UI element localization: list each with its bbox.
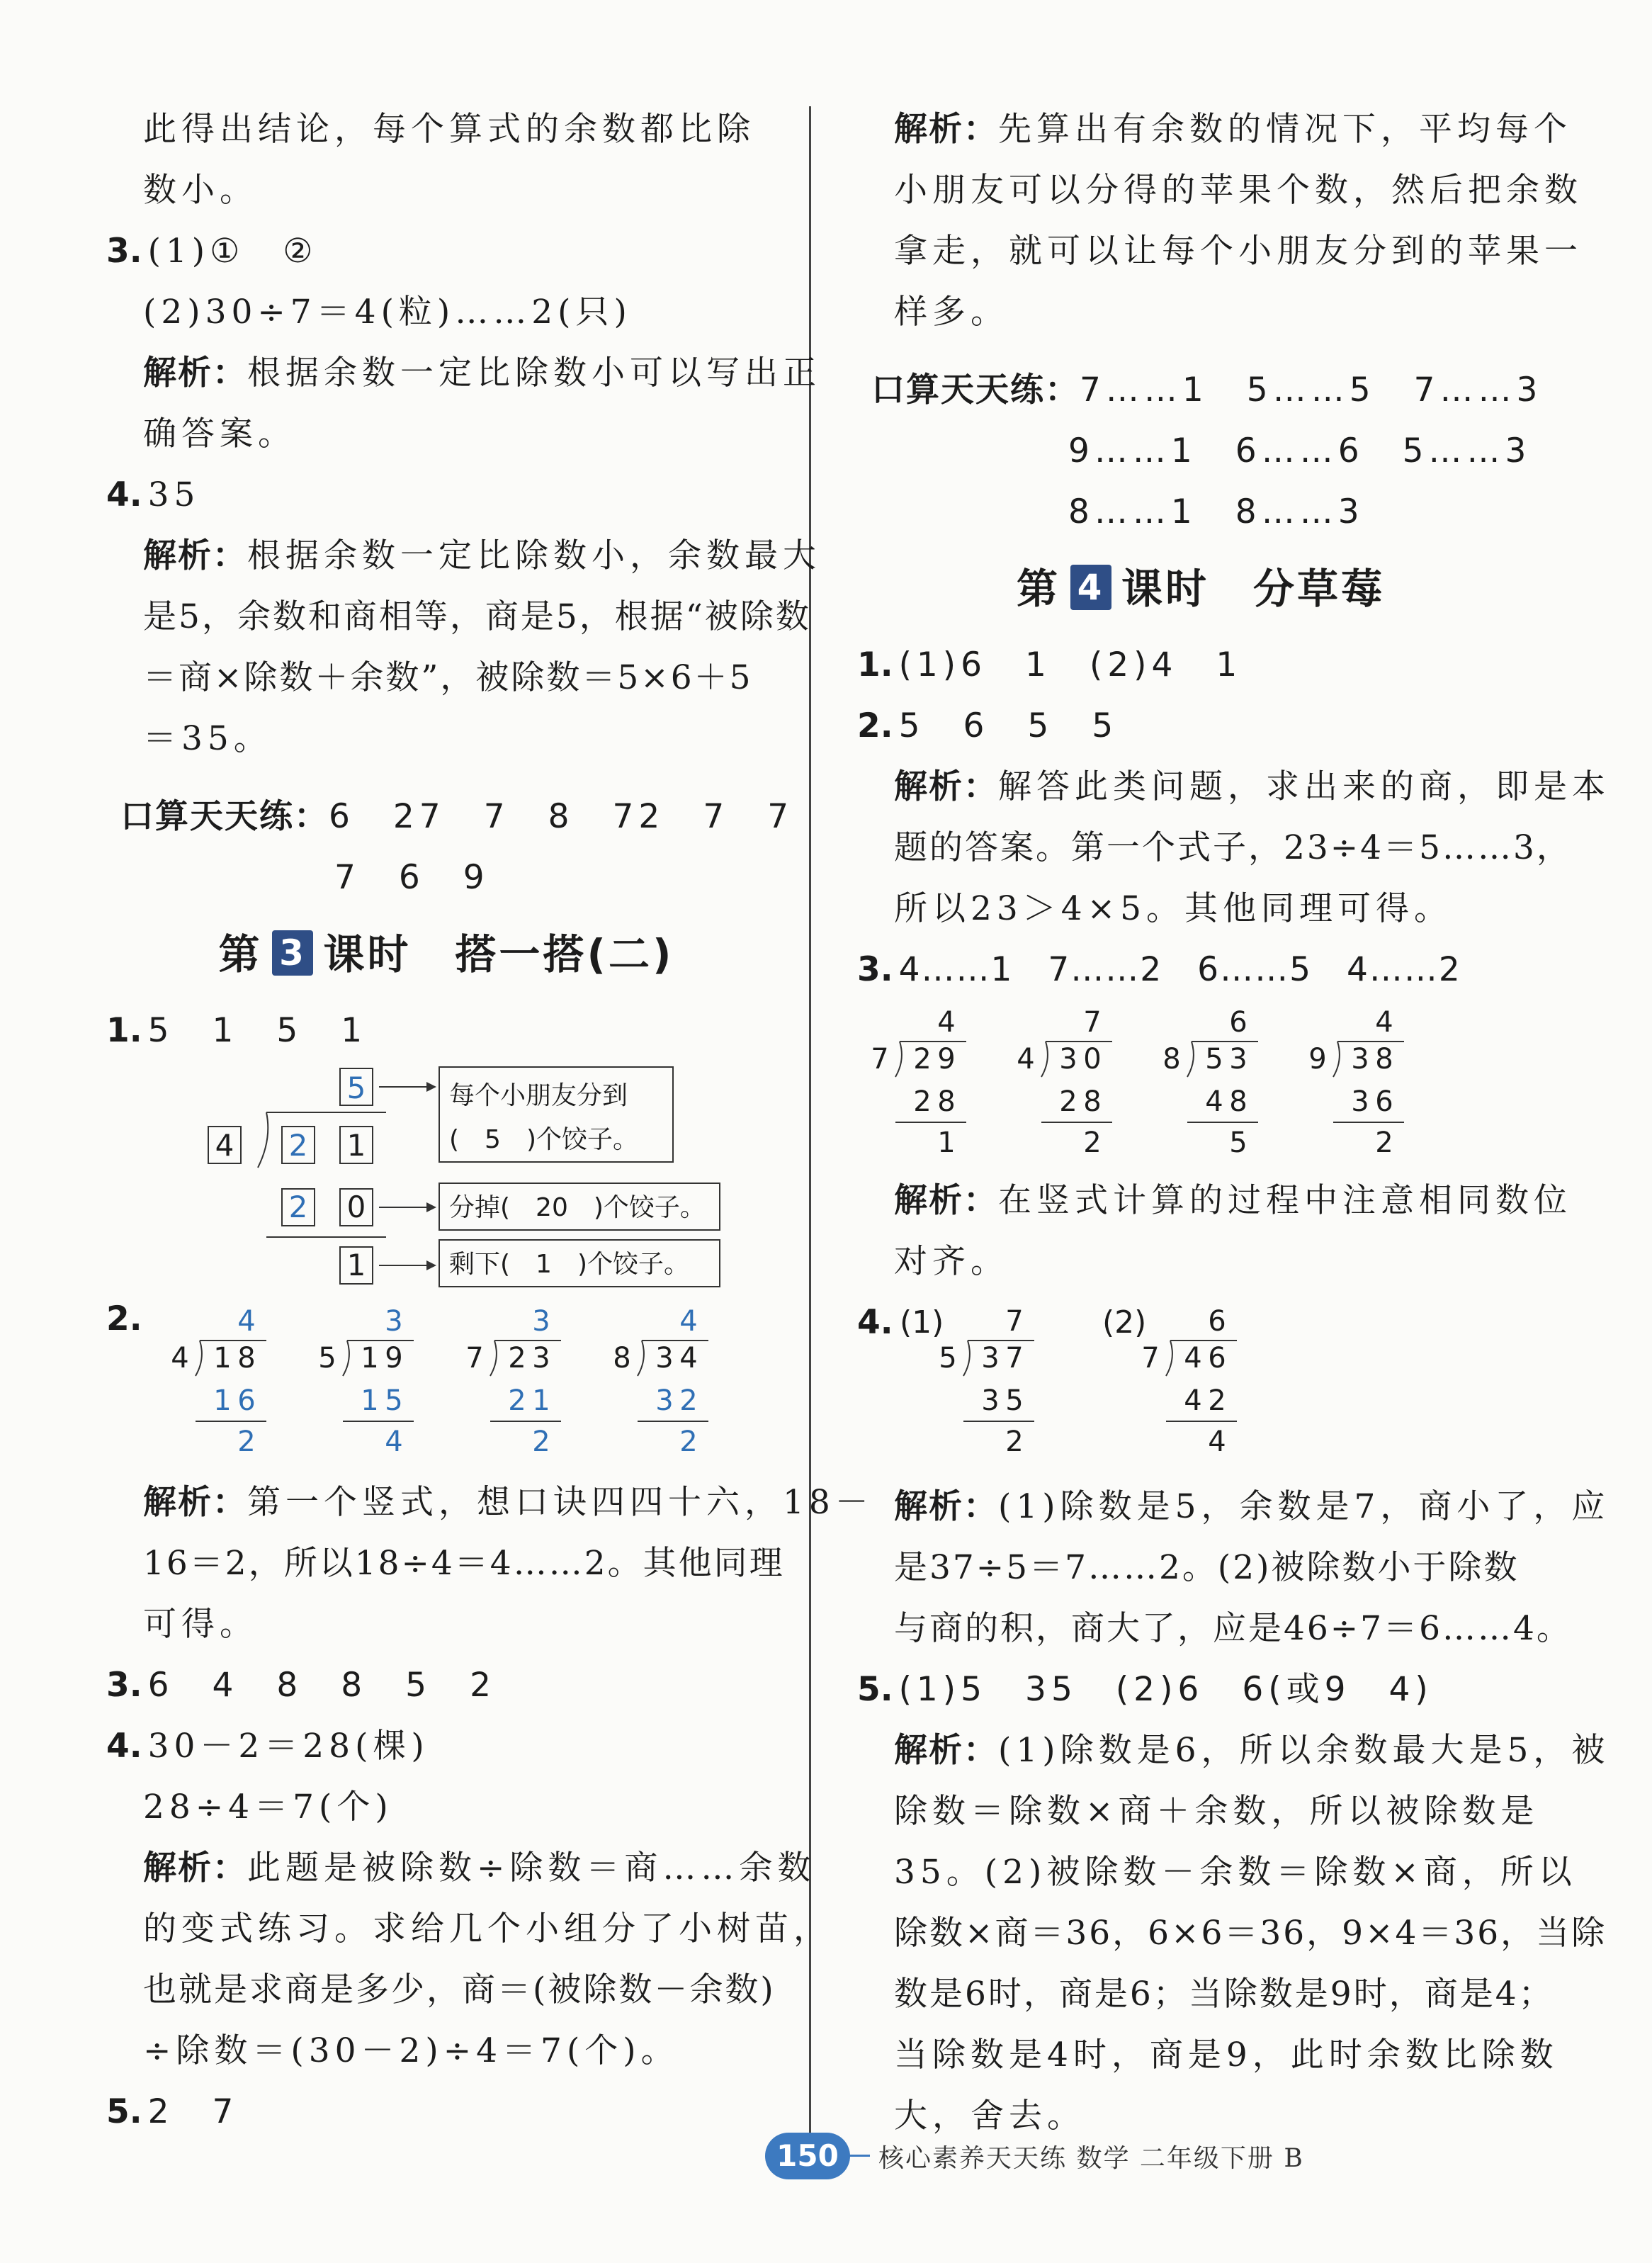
explanation-line: 样多。 [894, 293, 1009, 332]
answer-line [106, 1716, 786, 1777]
product-digit: 2 [1208, 1384, 1226, 1417]
explanation-label: 解析： [894, 1181, 998, 1220]
part-label: (1) [900, 1304, 944, 1341]
explanation-line [857, 1477, 1610, 1537]
long-division [939, 1305, 1034, 1458]
remainder-value: 1 [346, 1248, 366, 1282]
arrowhead [426, 1082, 436, 1092]
dividend-digit: 3 [655, 1342, 674, 1375]
product-digit: 0 [346, 1190, 366, 1224]
mental-math-label: 口算天天练： [120, 797, 329, 836]
question-number: 2. [106, 1299, 142, 1338]
long-division [871, 1006, 966, 1159]
lesson-number: 4 [1070, 565, 1111, 610]
product-digit: 2 [288, 1190, 308, 1224]
remainder-digit: 2 [237, 1426, 256, 1458]
explanation-line [106, 526, 821, 587]
question-number: 1. [857, 645, 893, 684]
explanation-line: 拿走，就可以让每个小朋友分到的苹果一 [894, 232, 1583, 271]
answer-line [106, 465, 786, 526]
explanation-line: ÷除数＝(30－2)÷4＝7(个)。 [143, 2031, 679, 2070]
explanation-line: 与商的积，商大了，应是46÷7＝6……4。 [894, 1609, 1572, 1648]
answer-text: (1)① ② [147, 232, 318, 271]
lesson-number: 3 [272, 930, 313, 976]
explanation-label: 解析： [143, 354, 247, 393]
question-number: 4. [857, 1303, 893, 1342]
dividend-digit: 3 [532, 1342, 550, 1375]
answer-line [106, 1655, 786, 1716]
answer-text: (1)6 1 (2)4 1 [898, 645, 1243, 684]
explanation-line [857, 1170, 1572, 1231]
mental-math-answers: 6 27 7 8 72 7 7 [329, 797, 794, 836]
long-division [1308, 1006, 1404, 1159]
lesson-title [857, 543, 1544, 635]
division-row [857, 1000, 1544, 1170]
product-digit: 2 [1059, 1085, 1077, 1118]
answer-text: 2 7 [147, 2092, 239, 2131]
answer-text: 4……1 7……2 6……5 4……2 [898, 950, 1461, 989]
product-digit: 5 [385, 1384, 403, 1417]
remainder-digit: 4 [1208, 1426, 1226, 1458]
lesson-name: 课时 搭一搭(二) [323, 930, 674, 978]
explanation-line: 的变式练习。求给几个小组分了小树苗， [143, 1909, 832, 1948]
explanation-line: 数是6时，商是6；当除数是9时，商是4； [894, 1975, 1554, 2014]
part-label: (2) [1102, 1304, 1147, 1341]
explanation-text: 根据余数一定比除数小可以写出正 [247, 354, 821, 393]
dividend-digit: 8 [237, 1342, 256, 1375]
product-digit: 6 [1375, 1085, 1393, 1118]
divisor: 9 [1308, 1043, 1327, 1076]
divisor: 7 [1141, 1342, 1160, 1375]
explanation-label: 解析： [143, 536, 247, 575]
answer-line [857, 635, 1544, 696]
divisor: 7 [871, 1043, 889, 1076]
explanation-line: 除数＝除数×商＋余数，所以被除数是 [894, 1792, 1539, 1831]
explanation-line: 是5，余数和商相等，商是5，根据“被除数 [143, 597, 811, 636]
long-divisions [857, 1292, 1544, 1477]
product-digit: 6 [237, 1384, 256, 1417]
explanation-line: 小朋友可以分得的苹果个数，然后把余数 [894, 171, 1583, 210]
long-division [1017, 1006, 1112, 1159]
quotient-digit: 6 [1229, 1006, 1248, 1039]
explanation-text: 在竖式计算的过程中注意相同数位 [998, 1181, 1572, 1220]
answer-line: (2)30÷7＝4(粒)……2(只) [143, 293, 632, 332]
explanation-line [106, 1838, 816, 1899]
question-number: 4. [106, 475, 142, 514]
quotient-digit: 3 [532, 1305, 550, 1338]
dividend-digit: 3 [1351, 1043, 1369, 1076]
book-title: 核心素养天天练 数学 二年级下册 B [878, 2144, 1304, 2173]
remainder-digit: 2 [1083, 1127, 1102, 1159]
explanation-line: 可得。 [143, 1605, 258, 1644]
question-number: 5. [106, 2092, 142, 2131]
explanation-line: 除数×商＝36，6×6＝36，9×4＝36，当除 [894, 1914, 1607, 1953]
dividend-digit: 8 [1375, 1043, 1393, 1076]
product-digit: 3 [655, 1384, 674, 1417]
dividend-digit: 0 [1083, 1043, 1102, 1076]
explanation-line: 16＝2，所以18÷4＝4……2。其他同理 [143, 1544, 785, 1583]
answer-line: 28÷4＝7(个) [143, 1788, 393, 1827]
product-digit: 3 [981, 1384, 1000, 1417]
explanation-text: 解答此类问题，求出来的商，即是本 [998, 767, 1610, 806]
long-divisions [857, 1000, 1544, 1170]
explanation-line: 对齐。 [894, 1242, 1009, 1281]
remainder-digit: 5 [1229, 1127, 1248, 1159]
answer-text: 35 [147, 475, 200, 514]
dividend-digit: 5 [1205, 1043, 1223, 1076]
product-digit: 3 [1351, 1085, 1369, 1118]
division-diagram [106, 1061, 786, 1295]
product-digit: 8 [937, 1085, 956, 1118]
dividend-digit: 9 [385, 1342, 403, 1375]
quotient-digit: 4 [937, 1006, 956, 1039]
divisor-value: 4 [215, 1128, 234, 1163]
dividend-digit: 2 [288, 1128, 308, 1163]
remainder-digit: 1 [937, 1127, 956, 1159]
remainder-digit: 2 [679, 1426, 698, 1458]
explanation-line: 当除数是4时，商是9，此时余数比除数 [894, 2036, 1558, 2075]
label-text: 分掉( 20 )个饺子。 [449, 1193, 706, 1222]
question-number: 5. [857, 1670, 893, 1709]
dividend-digit: 4 [679, 1342, 698, 1375]
explanation-line: ＝35。 [143, 719, 272, 758]
page-number: 150 [765, 2133, 850, 2179]
explanation-line: 所以23＞4×5。其他同理可得。 [894, 889, 1452, 928]
explanation-line [106, 343, 821, 404]
divisor: 8 [1162, 1043, 1181, 1076]
dividend-digit: 3 [1059, 1043, 1077, 1076]
quotient-digit: 7 [1083, 1006, 1102, 1039]
quotient-value: 5 [346, 1071, 366, 1105]
question-number: 3. [857, 950, 893, 989]
division-row [857, 1292, 1544, 1477]
remainder-digit: 4 [385, 1426, 403, 1458]
explanation-label: 解析： [894, 767, 998, 806]
quotient-digit: 4 [237, 1305, 256, 1338]
explanation-text: (1)除数是5，余数是7，商小了，应 [998, 1487, 1610, 1526]
product-digit: 8 [1083, 1085, 1102, 1118]
dividend-digit: 2 [913, 1043, 932, 1076]
divisor: 7 [465, 1342, 484, 1375]
explanation-text: 此题是被除数÷除数＝商……余数 [247, 1849, 816, 1887]
remainder-digit: 2 [1375, 1127, 1393, 1159]
dividend-digit: 2 [508, 1342, 526, 1375]
mental-math-label: 口算天天练： [871, 371, 1080, 410]
division-bracket [258, 1112, 386, 1168]
product-digit: 1 [532, 1384, 550, 1417]
division-row [106, 1295, 786, 1472]
divisor: 5 [318, 1342, 336, 1375]
quotient-digit: 3 [385, 1305, 403, 1338]
explanation-label: 解析： [894, 1487, 998, 1526]
answer-line [857, 939, 1544, 1000]
explanation-line: 35。(2)被除数－余数＝除数×商，所以 [894, 1853, 1577, 1892]
arrowhead [426, 1260, 436, 1270]
dividend-digit: 7 [1005, 1342, 1024, 1375]
answer-line [106, 2082, 786, 2143]
lesson-name: 课时 分草莓 [1121, 565, 1386, 613]
question-number: 3. [106, 232, 142, 271]
lesson-prefix: 第 [1016, 565, 1060, 613]
product-digit: 2 [508, 1384, 526, 1417]
dividend-digit: 4 [1184, 1342, 1202, 1375]
quotient-digit: 4 [679, 1305, 698, 1338]
text-line: 数小。 [143, 171, 258, 210]
question-number: 2. [857, 706, 893, 745]
explanation-line: 题的答案。第一个式子，23÷4＝5……3， [894, 828, 1572, 867]
question-number: 3. [106, 1666, 142, 1705]
dividend-digit: 1 [361, 1342, 379, 1375]
lesson-title [106, 908, 786, 1000]
answer-line [857, 1659, 1544, 1720]
long-division [613, 1305, 708, 1458]
mental-math-answers: 8……1 8……3 [1068, 492, 1364, 531]
answer-line [857, 696, 1544, 757]
dividend-digit: 6 [1208, 1342, 1226, 1375]
label-text: 剩下( 1 )个饺子。 [449, 1250, 689, 1279]
label-text: ( 5 )个饺子。 [449, 1125, 638, 1154]
divisor: 8 [613, 1342, 631, 1375]
long-division [171, 1305, 266, 1458]
answer-text: 6 4 8 8 5 2 [147, 1666, 496, 1705]
explanation-label: 解析： [894, 1731, 998, 1770]
label-text: 每个小朋友分到 [449, 1081, 628, 1110]
explanation-line [857, 99, 1572, 160]
explanation-label: 解析： [894, 110, 998, 149]
quotient-digit: 7 [1005, 1305, 1024, 1338]
mental-math-answers: 7 6 9 [334, 858, 490, 897]
remainder-digit: 2 [532, 1426, 550, 1458]
answer-line [106, 221, 786, 282]
lesson-prefix: 第 [218, 930, 263, 978]
explanation-text: 第一个竖式，想口诀四四十六，18－ [247, 1483, 873, 1522]
explanation-line: ＝商×除数＋余数”，被除数＝5×6＋5 [143, 658, 753, 697]
dividend-digit: 3 [981, 1342, 1000, 1375]
long-division [1162, 1006, 1258, 1159]
long-divisions [106, 1295, 786, 1472]
explanation-label: 解析： [143, 1483, 247, 1522]
explanation-line [857, 757, 1610, 818]
dividend-digit: 9 [937, 1043, 956, 1076]
product-digit: 8 [1229, 1085, 1248, 1118]
right-column [857, 99, 1610, 2147]
answer-line [106, 1000, 786, 1061]
dividend-digit: 1 [213, 1342, 232, 1375]
answer-text: 5 1 5 1 [147, 1011, 368, 1050]
product-digit: 1 [213, 1384, 232, 1417]
answer-text: 30－2＝28(棵) [147, 1727, 429, 1766]
mental-math-line [857, 360, 1544, 421]
long-division [465, 1305, 561, 1458]
product-digit: 5 [1005, 1384, 1024, 1417]
explanation-label: 解析： [143, 1849, 247, 1887]
long-division [318, 1305, 414, 1458]
text-line: 此得出结论，每个算式的余数都比除 [143, 110, 755, 149]
explanation-line: 是37÷5＝7……2。(2)被除数小于除数 [894, 1548, 1520, 1587]
explanation-text: (1)除数是6，所以余数最大是5，被 [998, 1731, 1610, 1770]
long-division [1141, 1305, 1237, 1458]
explanation-line: 大，舍去。 [894, 2096, 1085, 2135]
product-digit: 4 [1184, 1384, 1202, 1417]
arrowhead [426, 1202, 436, 1212]
explanation-line [106, 1472, 873, 1533]
explanation-line: 确答案。 [143, 414, 296, 453]
mental-math-line [106, 786, 794, 847]
explanation-line [857, 1720, 1610, 1781]
product-digit: 4 [1205, 1085, 1223, 1118]
dividend-digit: 3 [1229, 1043, 1248, 1076]
explanation-line: 也就是求商是多少，商＝(被除数－余数) [143, 1970, 776, 2009]
question-number: 4. [106, 1727, 142, 1766]
divisor: 4 [1017, 1043, 1035, 1076]
product-digit: 1 [361, 1384, 379, 1417]
divisor: 5 [939, 1342, 957, 1375]
column-divider [809, 106, 811, 2133]
answer-text: (1)5 35 (2)6 6(或9 4) [898, 1670, 1433, 1709]
dividend-digit: 1 [346, 1128, 366, 1163]
question-number: 1. [106, 1011, 142, 1050]
explanation-text: 根据余数一定比除数小，余数最大 [247, 536, 821, 575]
product-digit: 2 [679, 1384, 698, 1417]
page-footer [765, 2133, 1473, 2182]
mental-math-answers: 9……1 6……6 5……3 [1068, 431, 1532, 470]
mental-math-answers: 7……1 5……5 7……3 [1080, 371, 1543, 410]
quotient-digit: 6 [1208, 1305, 1226, 1338]
explanation-text: 先算出有余数的情况下，平均每个 [998, 110, 1572, 149]
divisor: 4 [171, 1342, 189, 1375]
quotient-digit: 4 [1375, 1006, 1393, 1039]
remainder-digit: 2 [1005, 1426, 1024, 1458]
answer-text: 5 6 5 5 [898, 706, 1119, 745]
footer-rule [849, 2155, 870, 2157]
product-digit: 2 [913, 1085, 932, 1118]
left-column [106, 99, 873, 2143]
